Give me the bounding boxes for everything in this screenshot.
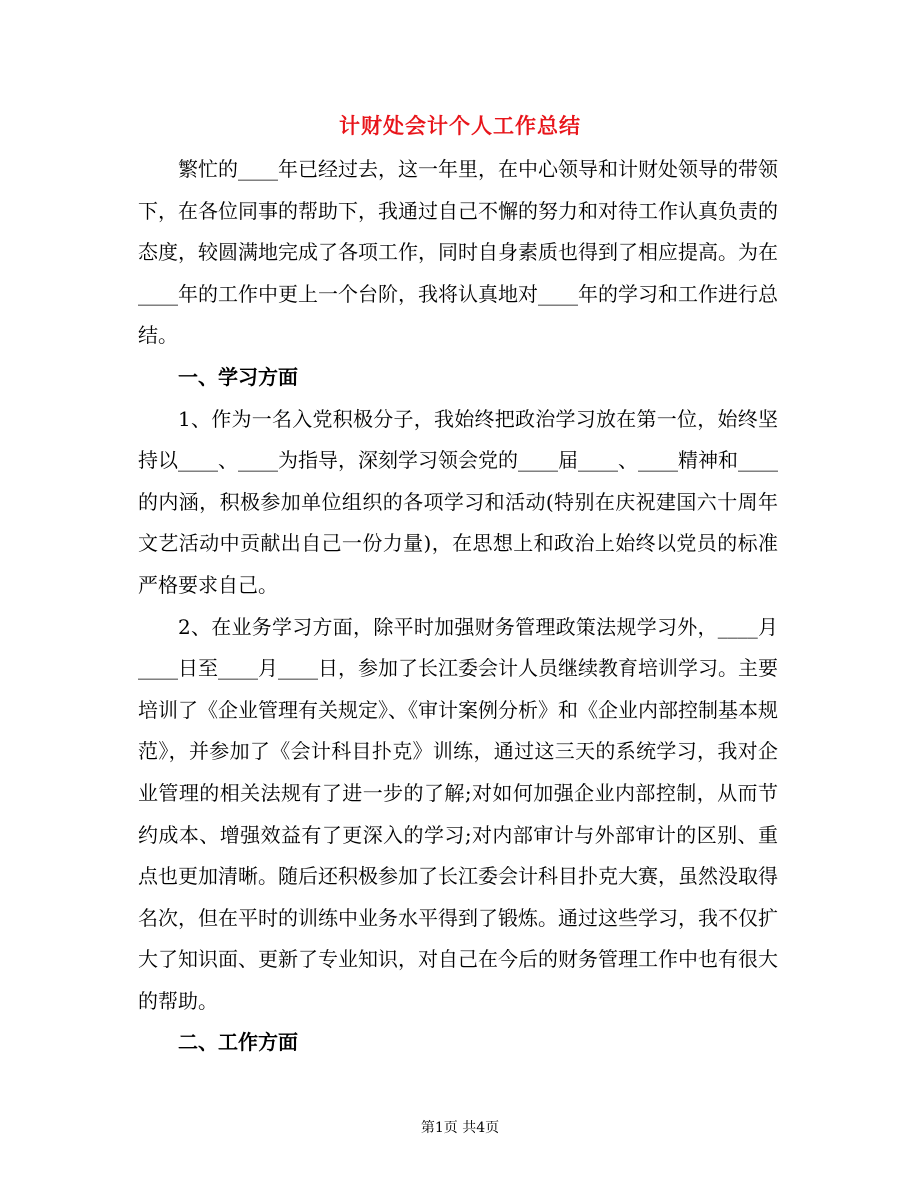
study-item-2: 2、在业务学习方面，除平时加强财务管理政策法规学习外，____月____日至____月____日，参加了长江委会计人员继续教育培训学习。主要培训了《企业管理有关规定》、《审计案例分析》和《企业内部控制基本规范》，并参加了《会计科目扑克》训练，通过这三天的系统学习，我对企业管理的相关法规有了进一步的了解;对如何加强企业内部控制，从而节约成本、增强效益有了更深入的学习;对内部审计与外部审计的区别、重点也更加清晰。随后还积极参加了长江委会计科目扑克大赛，虽然没取得名次，但在平时的训练中业务水平得到了锻炼。通过这些学习，我不仅扩大了知识面、更新了专业知识，对自己在今后的财务管理工作中也有很大的帮助。 <box>138 614 778 1013</box>
document-title: 计财处会计个人工作总结 <box>339 113 581 138</box>
page-number-footer: 第1页 共4页 <box>420 1120 500 1136</box>
section-heading-study: 一、学习方面 <box>178 364 298 389</box>
intro-paragraph: 繁忙的____年已经过去，这一年里，在中心领导和计财处领导的带领下，在各位同事的帮助下，我通过自己不懈的努力和对待工作认真负责的态度，较圆满地完成了各项工作，同时自身素质也得到了相应提高。为在____年的工作中更上一个台阶，我将认真地对____年的学习和工作进行总结。 <box>138 157 778 348</box>
document-body <box>138 149 778 1064</box>
section-heading-work: 二、工作方面 <box>178 1030 298 1055</box>
study-item-1: 1、作为一名入党积极分子，我始终把政治学习放在第一位，始终坚持以____、____为指导，深刻学习领会党的____届____、____精神和____的内涵，积极参加单位组织的各项学习和活动(特别在庆祝建国六十周年文艺活动中贡献出自己一份力量)，在思想上和政治上始终以党员的标准严格要求自己。 <box>138 406 778 597</box>
